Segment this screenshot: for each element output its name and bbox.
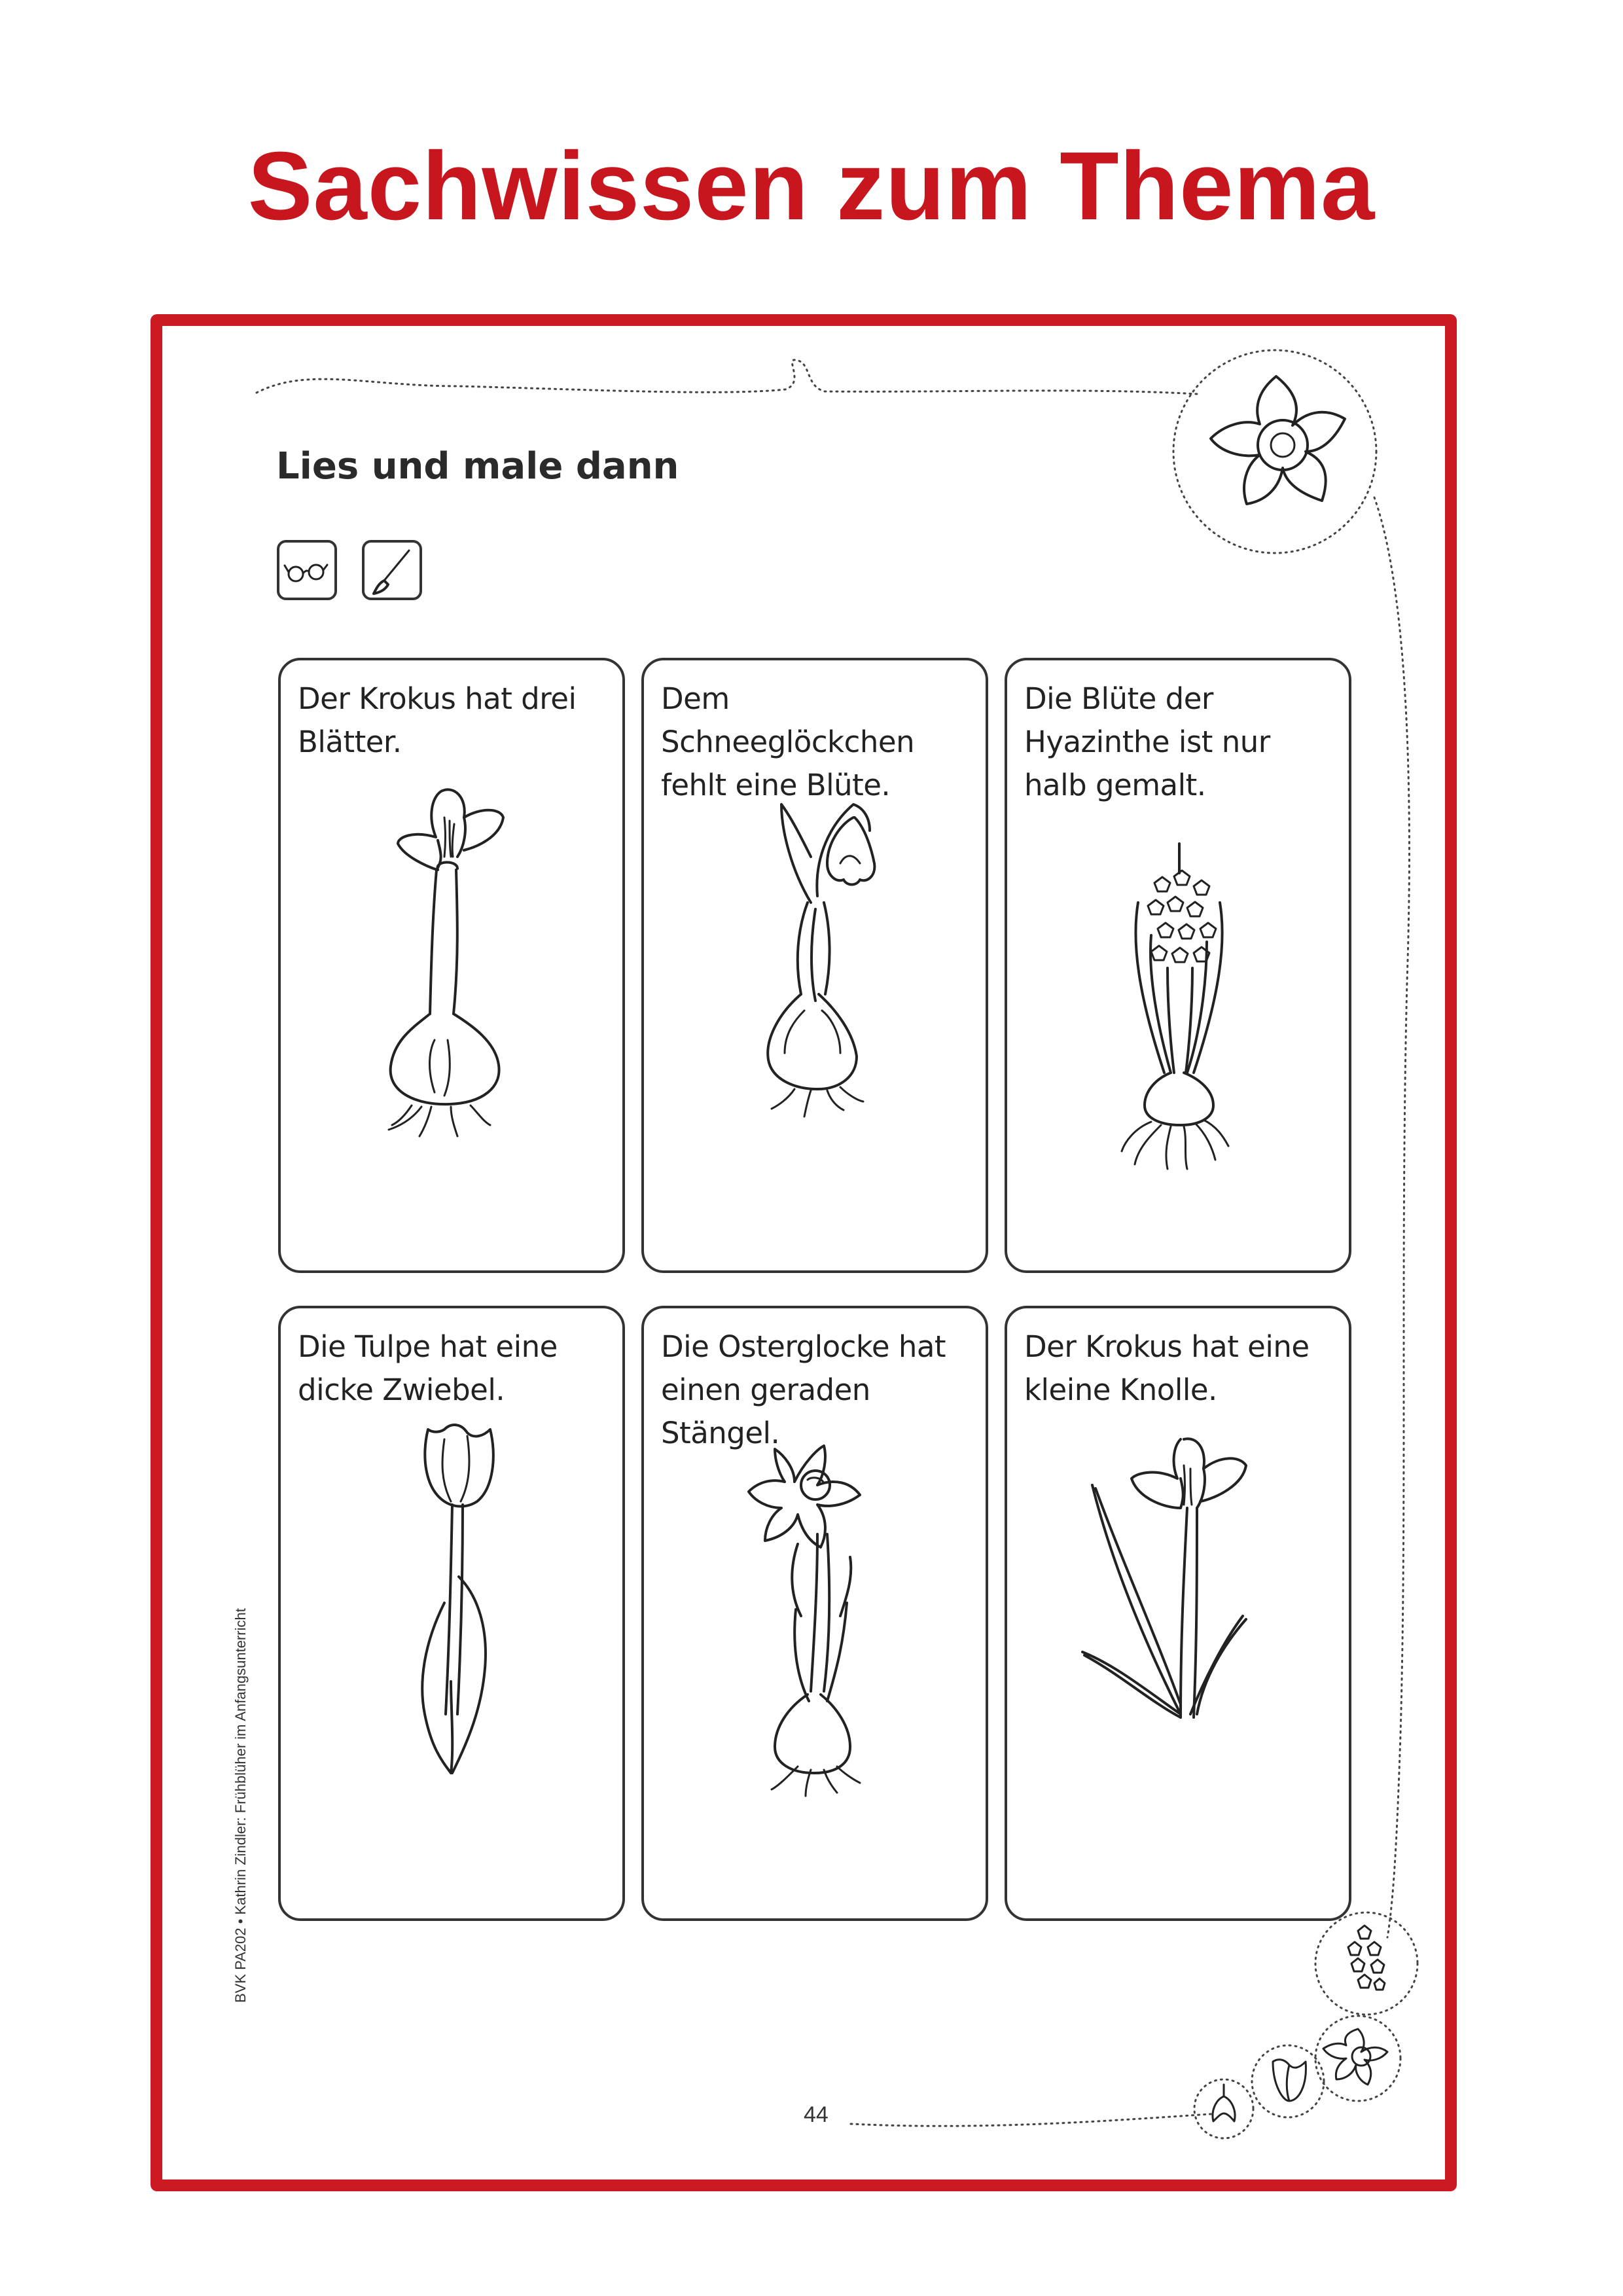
daffodil-medallion-icon — [1173, 350, 1376, 553]
card-text: Die Osterglocke hat einen geraden Stängel. — [661, 1329, 946, 1450]
card-daffodil-stem — [641, 1306, 988, 1921]
crocus-illustration — [1007, 1308, 1354, 1924]
card-text: Die Blüte der Hyazinthe ist nur halb gemalt. — [1024, 681, 1270, 802]
card-text: Der Krokus hat drei Blätter. — [298, 681, 577, 759]
card-crocus-leaves — [278, 658, 625, 1273]
hyacinth-bulb-illustration — [1007, 660, 1354, 1276]
publisher-credit: BVK PA202 • Kathrin Zindler: Frühblüher im Anfangsunterricht — [232, 1608, 249, 2003]
daffodil-small-medallion-icon — [1315, 2016, 1400, 2101]
card-hyacinth-flower — [1005, 658, 1351, 1273]
card-tulip-bulb — [278, 1306, 625, 1921]
glasses-icon — [277, 540, 337, 600]
page-number: 44 — [804, 2102, 829, 2127]
card-crocus-corm — [1005, 1306, 1351, 1921]
snowdrop-medallion-icon — [1194, 2079, 1253, 2138]
hyacinth-medallion-icon — [1315, 1912, 1418, 2015]
tulip-medallion-icon — [1252, 2045, 1324, 2117]
daffodil-bulb-illustration — [644, 1308, 991, 1924]
card-text: Die Tulpe hat eine dicke Zwiebel. — [298, 1329, 558, 1407]
card-text: Der Krokus hat eine kleine Knolle. — [1024, 1329, 1310, 1407]
crocus-bulb-illustration — [281, 660, 628, 1276]
tulip-illustration — [281, 1308, 628, 1924]
card-snowdrop-flower — [641, 658, 988, 1273]
page-title: Sachwissen zum Thema — [247, 132, 1376, 240]
snowdrop-bulb-illustration — [644, 660, 991, 1276]
worksheet-heading: Lies und male dann — [276, 445, 679, 488]
paintbrush-icon — [362, 540, 422, 600]
card-text: Dem Schneeglöckchen fehlt eine Blüte. — [661, 681, 915, 802]
